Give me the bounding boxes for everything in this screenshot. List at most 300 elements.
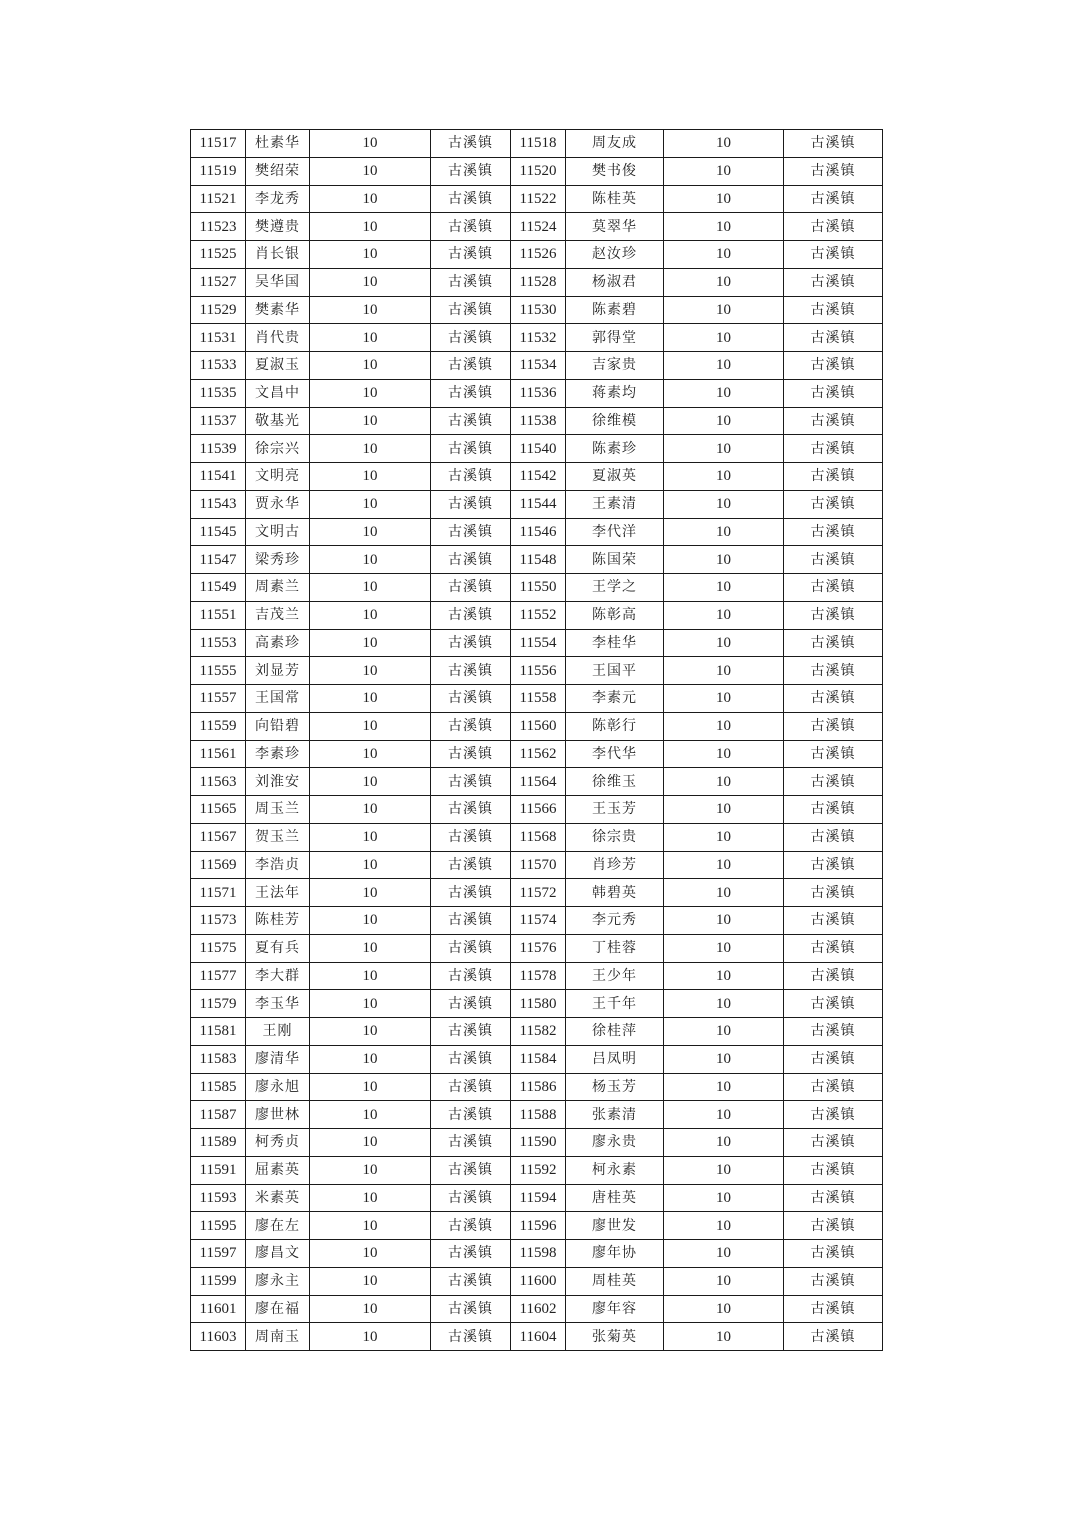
left-name-cell: 刘淮安 — [246, 768, 310, 796]
right-id-cell: 11602 — [511, 1295, 566, 1323]
right-name-cell: 徐维玉 — [566, 768, 664, 796]
table-row — [191, 574, 883, 602]
left-name-cell: 周玉兰 — [246, 796, 310, 824]
left-amount-cell: 10 — [310, 1323, 431, 1351]
right-name-cell: 肖珍芳 — [566, 851, 664, 879]
left-town-cell: 古溪镇 — [431, 1295, 511, 1323]
left-id-cell: 11571 — [191, 879, 246, 907]
left-name-cell: 李素珍 — [246, 740, 310, 768]
right-id-cell: 11558 — [511, 685, 566, 713]
right-town-cell: 古溪镇 — [784, 1045, 883, 1073]
right-town-cell: 古溪镇 — [784, 435, 883, 463]
left-town-cell: 古溪镇 — [431, 1129, 511, 1157]
left-name-cell: 李浩贞 — [246, 851, 310, 879]
table-row — [191, 435, 883, 463]
right-id-cell: 11548 — [511, 546, 566, 574]
right-id-cell: 11572 — [511, 879, 566, 907]
left-amount-cell: 10 — [310, 130, 431, 158]
right-id-cell: 11542 — [511, 463, 566, 491]
right-id-cell: 11560 — [511, 712, 566, 740]
table-row — [191, 1045, 883, 1073]
right-id-cell: 11580 — [511, 990, 566, 1018]
right-town-cell: 古溪镇 — [784, 712, 883, 740]
table-row — [191, 1295, 883, 1323]
right-town-cell: 古溪镇 — [784, 1018, 883, 1046]
left-amount-cell: 10 — [310, 879, 431, 907]
left-name-cell: 廖在左 — [246, 1212, 310, 1240]
left-town-cell: 古溪镇 — [431, 130, 511, 158]
table-row — [191, 629, 883, 657]
left-name-cell: 梁秀珍 — [246, 546, 310, 574]
left-id-cell: 11581 — [191, 1018, 246, 1046]
left-name-cell: 肖长银 — [246, 241, 310, 269]
left-id-cell: 11535 — [191, 379, 246, 407]
left-amount-cell: 10 — [310, 1073, 431, 1101]
right-name-cell: 廖永贵 — [566, 1129, 664, 1157]
right-amount-cell: 10 — [664, 213, 784, 241]
left-id-cell: 11537 — [191, 407, 246, 435]
left-name-cell: 刘显芳 — [246, 657, 310, 685]
right-town-cell: 古溪镇 — [784, 1267, 883, 1295]
right-id-cell: 11524 — [511, 213, 566, 241]
right-town-cell: 古溪镇 — [784, 768, 883, 796]
right-name-cell: 李素元 — [566, 685, 664, 713]
table-row — [191, 879, 883, 907]
right-amount-cell: 10 — [664, 1101, 784, 1129]
left-name-cell: 樊遵贵 — [246, 213, 310, 241]
left-town-cell: 古溪镇 — [431, 352, 511, 380]
right-amount-cell: 10 — [664, 324, 784, 352]
right-town-cell: 古溪镇 — [784, 934, 883, 962]
right-amount-cell: 10 — [664, 962, 784, 990]
left-name-cell: 樊绍荣 — [246, 157, 310, 185]
left-town-cell: 古溪镇 — [431, 907, 511, 935]
left-name-cell: 文明古 — [246, 518, 310, 546]
left-name-cell: 贺玉兰 — [246, 823, 310, 851]
table-row — [191, 990, 883, 1018]
right-town-cell: 古溪镇 — [784, 907, 883, 935]
right-amount-cell: 10 — [664, 712, 784, 740]
left-amount-cell: 10 — [310, 574, 431, 602]
table-row — [191, 934, 883, 962]
right-name-cell: 莫翠华 — [566, 213, 664, 241]
right-amount-cell: 10 — [664, 907, 784, 935]
right-amount-cell: 10 — [664, 352, 784, 380]
table-row — [191, 740, 883, 768]
right-id-cell: 11604 — [511, 1323, 566, 1351]
left-amount-cell: 10 — [310, 1240, 431, 1268]
left-name-cell: 李玉华 — [246, 990, 310, 1018]
right-name-cell: 唐桂英 — [566, 1184, 664, 1212]
left-id-cell: 11569 — [191, 851, 246, 879]
left-name-cell: 文昌中 — [246, 379, 310, 407]
left-id-cell: 11567 — [191, 823, 246, 851]
table-row — [191, 407, 883, 435]
right-town-cell: 古溪镇 — [784, 629, 883, 657]
left-town-cell: 古溪镇 — [431, 324, 511, 352]
table-row — [191, 324, 883, 352]
left-id-cell: 11583 — [191, 1045, 246, 1073]
left-name-cell: 周南玉 — [246, 1323, 310, 1351]
table-row — [191, 352, 883, 380]
right-name-cell: 廖世发 — [566, 1212, 664, 1240]
table-row — [191, 518, 883, 546]
left-amount-cell: 10 — [310, 296, 431, 324]
right-amount-cell: 10 — [664, 601, 784, 629]
right-id-cell: 11526 — [511, 241, 566, 269]
right-amount-cell: 10 — [664, 268, 784, 296]
table-row — [191, 962, 883, 990]
left-amount-cell: 10 — [310, 740, 431, 768]
right-name-cell: 李元秀 — [566, 907, 664, 935]
left-name-cell: 廖永主 — [246, 1267, 310, 1295]
left-town-cell: 古溪镇 — [431, 268, 511, 296]
left-amount-cell: 10 — [310, 851, 431, 879]
right-amount-cell: 10 — [664, 546, 784, 574]
left-name-cell: 廖在福 — [246, 1295, 310, 1323]
right-town-cell: 古溪镇 — [784, 296, 883, 324]
right-amount-cell: 10 — [664, 1212, 784, 1240]
left-amount-cell: 10 — [310, 962, 431, 990]
right-town-cell: 古溪镇 — [784, 490, 883, 518]
table-row — [191, 130, 883, 158]
left-amount-cell: 10 — [310, 990, 431, 1018]
left-amount-cell: 10 — [310, 712, 431, 740]
left-id-cell: 11549 — [191, 574, 246, 602]
left-amount-cell: 10 — [310, 907, 431, 935]
left-id-cell: 11595 — [191, 1212, 246, 1240]
left-id-cell: 11521 — [191, 185, 246, 213]
left-name-cell: 贾永华 — [246, 490, 310, 518]
right-id-cell: 11562 — [511, 740, 566, 768]
right-name-cell: 陈素碧 — [566, 296, 664, 324]
left-name-cell: 廖清华 — [246, 1045, 310, 1073]
left-town-cell: 古溪镇 — [431, 1184, 511, 1212]
right-town-cell: 古溪镇 — [784, 823, 883, 851]
left-town-cell: 古溪镇 — [431, 574, 511, 602]
left-id-cell: 11523 — [191, 213, 246, 241]
right-name-cell: 廖年容 — [566, 1295, 664, 1323]
right-name-cell: 陈桂英 — [566, 185, 664, 213]
left-name-cell: 徐宗兴 — [246, 435, 310, 463]
left-town-cell: 古溪镇 — [431, 851, 511, 879]
right-id-cell: 11568 — [511, 823, 566, 851]
left-amount-cell: 10 — [310, 157, 431, 185]
table-row — [191, 823, 883, 851]
left-town-cell: 古溪镇 — [431, 1212, 511, 1240]
right-id-cell: 11586 — [511, 1073, 566, 1101]
right-town-cell: 古溪镇 — [784, 518, 883, 546]
left-name-cell: 高素珍 — [246, 629, 310, 657]
right-id-cell: 11532 — [511, 324, 566, 352]
left-town-cell: 古溪镇 — [431, 463, 511, 491]
table-row — [191, 796, 883, 824]
table-row — [191, 490, 883, 518]
table-row — [191, 1240, 883, 1268]
right-id-cell: 11584 — [511, 1045, 566, 1073]
table-row — [191, 268, 883, 296]
right-town-cell: 古溪镇 — [784, 157, 883, 185]
right-name-cell: 丁桂蓉 — [566, 934, 664, 962]
left-amount-cell: 10 — [310, 490, 431, 518]
right-id-cell: 11550 — [511, 574, 566, 602]
right-amount-cell: 10 — [664, 379, 784, 407]
right-amount-cell: 10 — [664, 657, 784, 685]
right-amount-cell: 10 — [664, 629, 784, 657]
right-amount-cell: 10 — [664, 823, 784, 851]
right-name-cell: 蒋素均 — [566, 379, 664, 407]
left-name-cell: 夏有兵 — [246, 934, 310, 962]
right-id-cell: 11594 — [511, 1184, 566, 1212]
right-name-cell: 张菊英 — [566, 1323, 664, 1351]
left-amount-cell: 10 — [310, 1267, 431, 1295]
right-name-cell: 陈彰行 — [566, 712, 664, 740]
right-town-cell: 古溪镇 — [784, 601, 883, 629]
right-name-cell: 郭得堂 — [566, 324, 664, 352]
left-amount-cell: 10 — [310, 1295, 431, 1323]
right-amount-cell: 10 — [664, 130, 784, 158]
right-town-cell: 古溪镇 — [784, 879, 883, 907]
left-town-cell: 古溪镇 — [431, 1045, 511, 1073]
right-amount-cell: 10 — [664, 1073, 784, 1101]
right-amount-cell: 10 — [664, 990, 784, 1018]
left-id-cell: 11575 — [191, 934, 246, 962]
right-name-cell: 徐维模 — [566, 407, 664, 435]
right-id-cell: 11528 — [511, 268, 566, 296]
right-amount-cell: 10 — [664, 1323, 784, 1351]
left-amount-cell: 10 — [310, 463, 431, 491]
left-town-cell: 古溪镇 — [431, 796, 511, 824]
left-town-cell: 古溪镇 — [431, 768, 511, 796]
table-row — [191, 1129, 883, 1157]
right-town-cell: 古溪镇 — [784, 1212, 883, 1240]
left-amount-cell: 10 — [310, 407, 431, 435]
left-id-cell: 11539 — [191, 435, 246, 463]
right-town-cell: 古溪镇 — [784, 1295, 883, 1323]
left-id-cell: 11577 — [191, 962, 246, 990]
right-town-cell: 古溪镇 — [784, 241, 883, 269]
left-amount-cell: 10 — [310, 546, 431, 574]
left-id-cell: 11599 — [191, 1267, 246, 1295]
table-row — [191, 1101, 883, 1129]
right-id-cell: 11574 — [511, 907, 566, 935]
right-id-cell: 11554 — [511, 629, 566, 657]
right-name-cell: 王素清 — [566, 490, 664, 518]
left-town-cell: 古溪镇 — [431, 657, 511, 685]
left-town-cell: 古溪镇 — [431, 157, 511, 185]
right-name-cell: 夏淑英 — [566, 463, 664, 491]
right-town-cell: 古溪镇 — [784, 546, 883, 574]
right-id-cell: 11576 — [511, 934, 566, 962]
right-id-cell: 11522 — [511, 185, 566, 213]
left-amount-cell: 10 — [310, 1018, 431, 1046]
right-amount-cell: 10 — [664, 1267, 784, 1295]
left-town-cell: 古溪镇 — [431, 518, 511, 546]
right-amount-cell: 10 — [664, 241, 784, 269]
table-row — [191, 851, 883, 879]
left-town-cell: 古溪镇 — [431, 740, 511, 768]
left-name-cell: 陈桂芳 — [246, 907, 310, 935]
right-id-cell: 11600 — [511, 1267, 566, 1295]
left-name-cell: 文明亮 — [246, 463, 310, 491]
left-amount-cell: 10 — [310, 435, 431, 463]
right-amount-cell: 10 — [664, 407, 784, 435]
right-name-cell: 赵汝珍 — [566, 241, 664, 269]
right-town-cell: 古溪镇 — [784, 1240, 883, 1268]
right-amount-cell: 10 — [664, 1129, 784, 1157]
left-id-cell: 11529 — [191, 296, 246, 324]
left-town-cell: 古溪镇 — [431, 296, 511, 324]
right-id-cell: 11566 — [511, 796, 566, 824]
right-amount-cell: 10 — [664, 518, 784, 546]
left-id-cell: 11587 — [191, 1101, 246, 1129]
left-name-cell: 米素英 — [246, 1184, 310, 1212]
left-id-cell: 11593 — [191, 1184, 246, 1212]
right-id-cell: 11540 — [511, 435, 566, 463]
table-row — [191, 768, 883, 796]
table-row — [191, 1073, 883, 1101]
left-name-cell: 向铅碧 — [246, 712, 310, 740]
left-amount-cell: 10 — [310, 185, 431, 213]
left-amount-cell: 10 — [310, 1184, 431, 1212]
left-id-cell: 11591 — [191, 1156, 246, 1184]
left-id-cell: 11547 — [191, 546, 246, 574]
right-town-cell: 古溪镇 — [784, 1129, 883, 1157]
left-name-cell: 敬基光 — [246, 407, 310, 435]
left-amount-cell: 10 — [310, 1101, 431, 1129]
left-town-cell: 古溪镇 — [431, 407, 511, 435]
right-id-cell: 11544 — [511, 490, 566, 518]
right-town-cell: 古溪镇 — [784, 796, 883, 824]
left-town-cell: 古溪镇 — [431, 185, 511, 213]
left-id-cell: 11579 — [191, 990, 246, 1018]
right-id-cell: 11570 — [511, 851, 566, 879]
left-town-cell: 古溪镇 — [431, 241, 511, 269]
left-town-cell: 古溪镇 — [431, 879, 511, 907]
table-row — [191, 1323, 883, 1351]
left-amount-cell: 10 — [310, 685, 431, 713]
left-id-cell: 11589 — [191, 1129, 246, 1157]
right-amount-cell: 10 — [664, 740, 784, 768]
right-name-cell: 杨淑君 — [566, 268, 664, 296]
right-town-cell: 古溪镇 — [784, 990, 883, 1018]
left-amount-cell: 10 — [310, 1129, 431, 1157]
right-town-cell: 古溪镇 — [784, 407, 883, 435]
left-town-cell: 古溪镇 — [431, 823, 511, 851]
right-id-cell: 11546 — [511, 518, 566, 546]
right-amount-cell: 10 — [664, 185, 784, 213]
left-id-cell: 11603 — [191, 1323, 246, 1351]
left-id-cell: 11543 — [191, 490, 246, 518]
right-amount-cell: 10 — [664, 768, 784, 796]
right-name-cell: 周桂英 — [566, 1267, 664, 1295]
table-row — [191, 1156, 883, 1184]
left-amount-cell: 10 — [310, 768, 431, 796]
left-name-cell: 肖代贵 — [246, 324, 310, 352]
right-id-cell: 11552 — [511, 601, 566, 629]
right-name-cell: 徐桂萍 — [566, 1018, 664, 1046]
right-town-cell: 古溪镇 — [784, 657, 883, 685]
left-town-cell: 古溪镇 — [431, 213, 511, 241]
left-town-cell: 古溪镇 — [431, 1267, 511, 1295]
right-town-cell: 古溪镇 — [784, 130, 883, 158]
right-name-cell: 陈彰高 — [566, 601, 664, 629]
right-amount-cell: 10 — [664, 574, 784, 602]
table-row — [191, 463, 883, 491]
left-town-cell: 古溪镇 — [431, 435, 511, 463]
left-amount-cell: 10 — [310, 796, 431, 824]
right-amount-cell: 10 — [664, 1240, 784, 1268]
left-amount-cell: 10 — [310, 379, 431, 407]
table-row — [191, 546, 883, 574]
left-town-cell: 古溪镇 — [431, 1101, 511, 1129]
right-name-cell: 廖年协 — [566, 1240, 664, 1268]
right-town-cell: 古溪镇 — [784, 1073, 883, 1101]
table-row — [191, 712, 883, 740]
right-id-cell: 11536 — [511, 379, 566, 407]
left-name-cell: 廖永旭 — [246, 1073, 310, 1101]
left-name-cell: 李大群 — [246, 962, 310, 990]
left-town-cell: 古溪镇 — [431, 1156, 511, 1184]
right-amount-cell: 10 — [664, 463, 784, 491]
table-row — [191, 601, 883, 629]
right-id-cell: 11596 — [511, 1212, 566, 1240]
left-name-cell: 樊素华 — [246, 296, 310, 324]
right-amount-cell: 10 — [664, 1018, 784, 1046]
table-row — [191, 379, 883, 407]
right-amount-cell: 10 — [664, 435, 784, 463]
right-id-cell: 11582 — [511, 1018, 566, 1046]
right-id-cell: 11590 — [511, 1129, 566, 1157]
left-id-cell: 11597 — [191, 1240, 246, 1268]
right-town-cell: 古溪镇 — [784, 268, 883, 296]
right-id-cell: 11518 — [511, 130, 566, 158]
left-name-cell: 杜素华 — [246, 130, 310, 158]
left-id-cell: 11531 — [191, 324, 246, 352]
right-town-cell: 古溪镇 — [784, 1156, 883, 1184]
right-name-cell: 王学之 — [566, 574, 664, 602]
left-amount-cell: 10 — [310, 1212, 431, 1240]
right-town-cell: 古溪镇 — [784, 352, 883, 380]
table-row — [191, 1212, 883, 1240]
left-amount-cell: 10 — [310, 518, 431, 546]
right-id-cell: 11588 — [511, 1101, 566, 1129]
left-town-cell: 古溪镇 — [431, 629, 511, 657]
left-town-cell: 古溪镇 — [431, 1240, 511, 1268]
right-id-cell: 11530 — [511, 296, 566, 324]
right-name-cell: 李桂华 — [566, 629, 664, 657]
right-amount-cell: 10 — [664, 157, 784, 185]
left-town-cell: 古溪镇 — [431, 490, 511, 518]
right-amount-cell: 10 — [664, 1156, 784, 1184]
left-town-cell: 古溪镇 — [431, 601, 511, 629]
right-town-cell: 古溪镇 — [784, 1323, 883, 1351]
right-town-cell: 古溪镇 — [784, 574, 883, 602]
left-amount-cell: 10 — [310, 352, 431, 380]
right-name-cell: 周友成 — [566, 130, 664, 158]
left-name-cell: 屈素英 — [246, 1156, 310, 1184]
right-name-cell: 王少年 — [566, 962, 664, 990]
left-id-cell: 11551 — [191, 601, 246, 629]
right-name-cell: 韩碧英 — [566, 879, 664, 907]
left-town-cell: 古溪镇 — [431, 1018, 511, 1046]
left-id-cell: 11565 — [191, 796, 246, 824]
left-town-cell: 古溪镇 — [431, 990, 511, 1018]
right-amount-cell: 10 — [664, 1295, 784, 1323]
left-amount-cell: 10 — [310, 324, 431, 352]
left-amount-cell: 10 — [310, 1156, 431, 1184]
left-amount-cell: 10 — [310, 934, 431, 962]
